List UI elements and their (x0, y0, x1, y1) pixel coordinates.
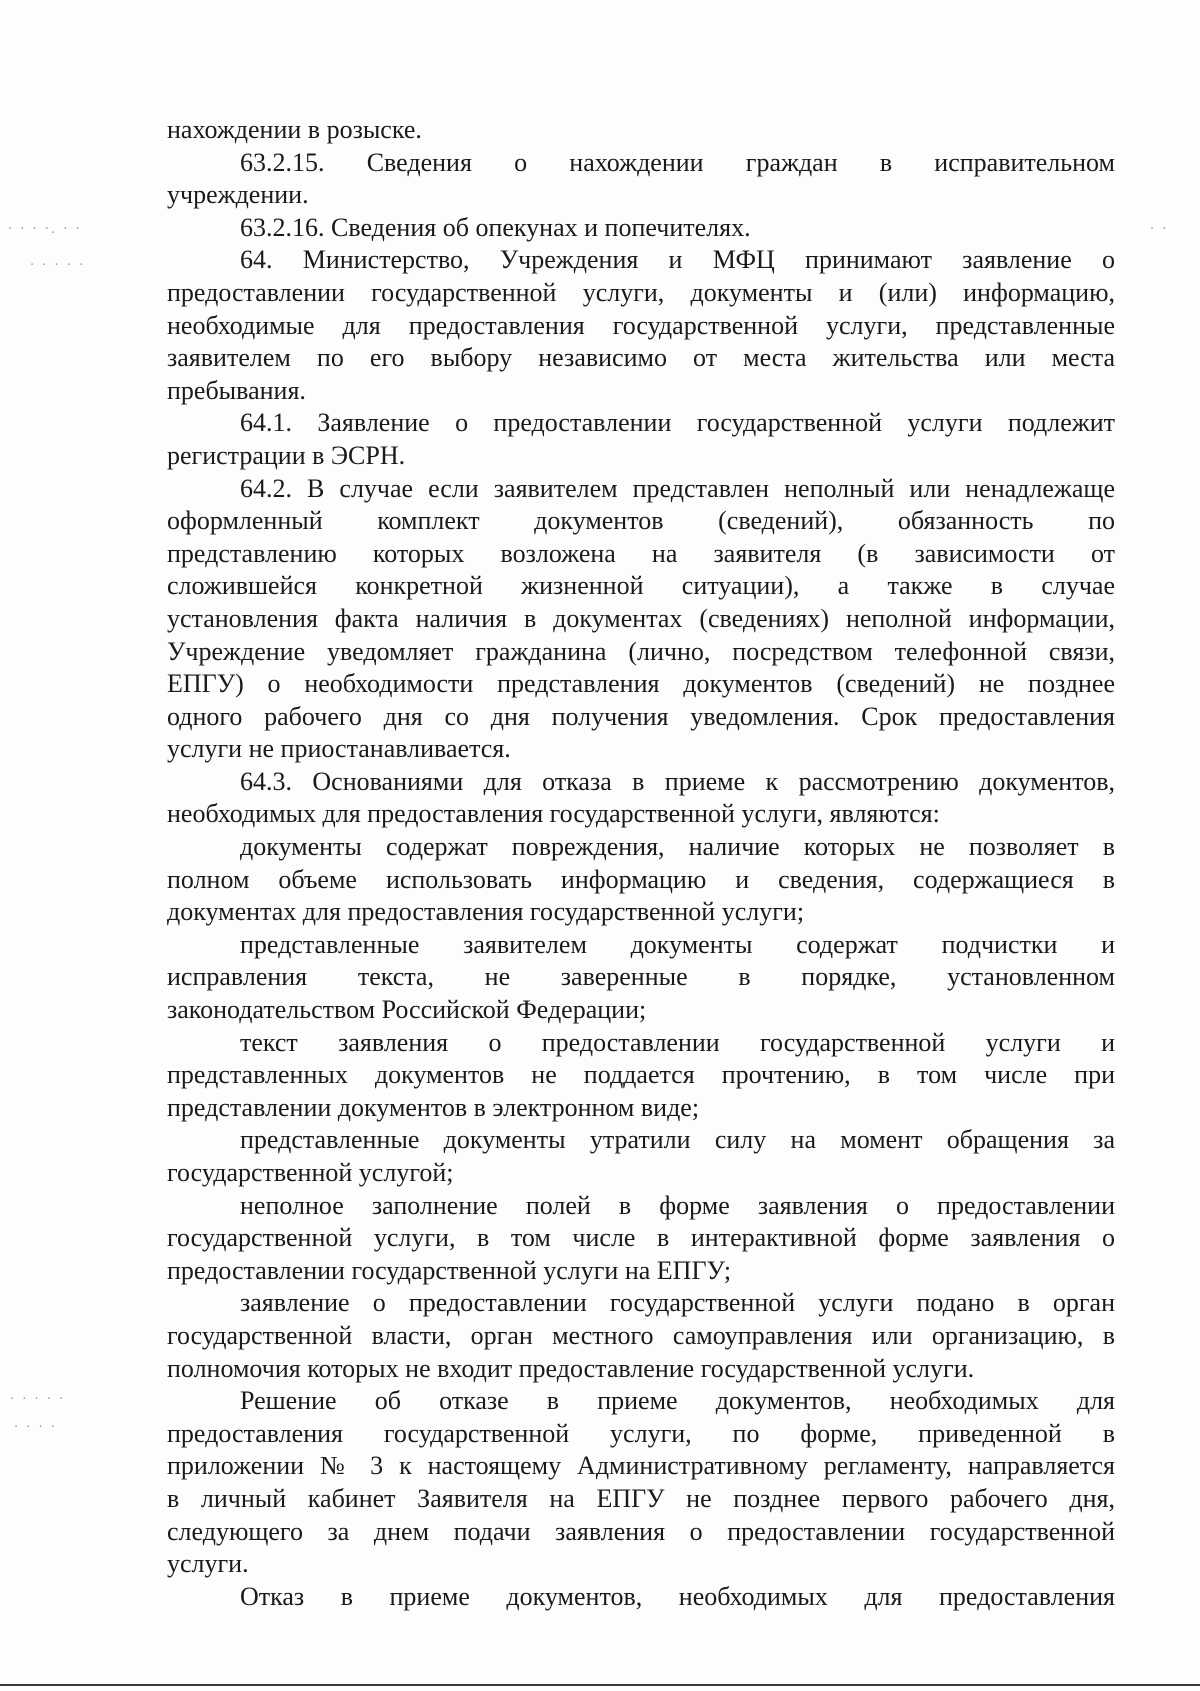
text-line: текст заявления о предоставлении государственной услуги и (240, 1027, 1115, 1057)
text-line: 64.2. В случае если заявителем представлен неполный или ненадлежаще (240, 473, 1115, 503)
text-line: регистрации в ЭСРН. (167, 440, 406, 470)
text-line: представленные заявителем документы содержат подчистки и (240, 929, 1115, 959)
text-line: документах для предоставления государственной услуги; (167, 897, 805, 927)
text-line: услуги. (167, 1549, 249, 1579)
text-line: 63.2.16. Сведения об опекунах и попечителях. (240, 212, 751, 242)
scan-noise: · · · · (14, 1420, 57, 1435)
text-line: ЕПГУ) о необходимости представления документов (сведений) не позднее (167, 669, 1115, 699)
text-line: следующего за днем подачи заявления о предоставлении государственной (167, 1516, 1115, 1546)
text-line: 64. Министерство, Учреждения и МФЦ принимают заявление о (240, 245, 1115, 275)
text-line: государственной власти, орган местного самоуправления или организацию, в (167, 1320, 1115, 1350)
text-line: представленные документы утратили силу на момент обращения за (240, 1125, 1115, 1155)
scan-noise: · · · ·. · · (8, 222, 82, 237)
text-line: 64.3. Основаниями для отказа в приеме к рассмотрению документов, (240, 766, 1115, 796)
text-line: представлению которых возложена на заявителя (в зависимости от (167, 538, 1115, 568)
text-line: представленных документов не поддается прочтению, в том числе при (167, 1060, 1115, 1090)
text-line: заявление о предоставлении государственной услуги подано в орган (240, 1288, 1115, 1318)
text-line: Учреждение уведомляет гражданина (лично, посредством телефонной связи, (167, 636, 1115, 666)
text-line: государственной услугой; (167, 1158, 454, 1187)
text-line: сложившейся конкретной жизненной ситуации), а также в случае (167, 571, 1115, 601)
page-edge-line (0, 1684, 1200, 1686)
text-line: необходимых для предоставления государственной услуги, являются: (167, 799, 940, 829)
text-line: представлении документов в электронном виде; (167, 1092, 700, 1122)
text-line: Решение об отказе в приеме документов, необходимых для (240, 1386, 1115, 1416)
text-line: необходимые для предоставления государственной услуги, представленные (167, 310, 1115, 340)
text-line: предоставления государственной услуги, по форме, приведенной в (167, 1418, 1115, 1448)
text-line: предоставлении государственной услуги на ЕПГУ; (167, 1255, 732, 1285)
text-line: в личный кабинет Заявителя на ЕПГУ не позднее первого рабочего дня, (167, 1483, 1115, 1513)
text-line: приложении № 3 к настоящему Административному регламенту, направляется (167, 1451, 1115, 1481)
text-line: пребывания. (167, 375, 306, 405)
text-line: полномочия которых не входит предоставление государственной услуги. (167, 1353, 975, 1383)
text-line: Отказ в приеме документов, необходимых для предоставления (240, 1581, 1115, 1611)
text-line: установления факта наличия в документах (сведениях) неполной информации, (167, 603, 1115, 633)
text-line: заявителем по его выбору независимо от места жительства или места (167, 343, 1115, 373)
text-line: 63.2.15. Сведения о нахождении граждан в исправительном (240, 147, 1115, 177)
text-line: услуги не приостанавливается. (167, 734, 511, 764)
text-line: оформленный комплект документов (сведений), обязанность по (167, 506, 1115, 536)
scan-noise: · · · · · (10, 1392, 66, 1407)
document-body (167, 114, 1115, 1613)
scan-noise: · · (1150, 222, 1169, 237)
text-line: одного рабочего дня со дня получения уведомления. Срок предоставления (167, 701, 1115, 731)
text-line: исправления текста, не заверенные в порядке, установленном (167, 962, 1115, 992)
text-line: документы содержат повреждения, наличие которых не позволяет в (240, 832, 1115, 862)
text-line: законодательством Российской Федерации; (167, 995, 647, 1025)
text-line: 64.1. Заявление о предоставлении государственной услуги подлежит (240, 408, 1115, 438)
scan-noise: · · · · · (30, 258, 86, 273)
text-line: неполное заполнение полей в форме заявления о предоставлении (240, 1190, 1115, 1220)
text-line: государственной услуги, в том числе в интерактивной форме заявления о (167, 1223, 1115, 1253)
text-line: нахождении в розыске. (167, 115, 422, 144)
text-line: учреждении. (167, 180, 309, 210)
text-line: полном объеме использовать информацию и сведения, содержащиеся в (167, 864, 1115, 894)
text-line: предоставлении государственной услуги, документы и (или) информацию, (167, 277, 1115, 307)
